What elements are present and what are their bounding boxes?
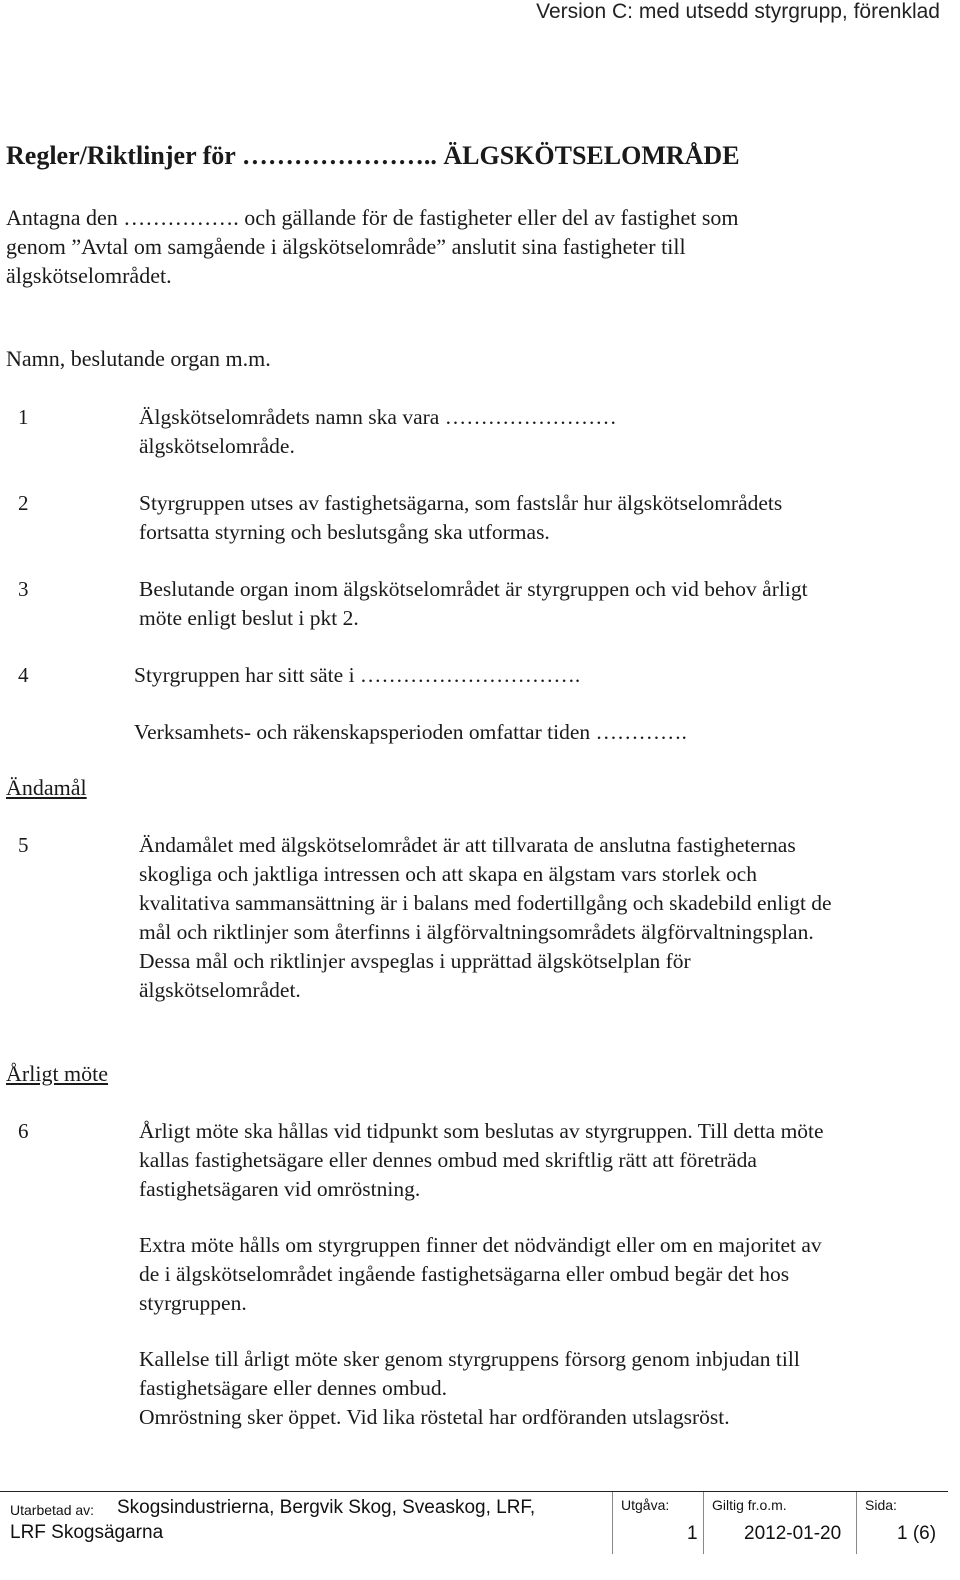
item-2-line-2: fortsatta styrning och beslutsgång ska utformas. — [139, 520, 550, 544]
footer-prepared-cell — [0, 1492, 612, 1554]
document-version-header: Version C: med utsedd styrgrupp, förenklad — [536, 0, 940, 23]
item-3-line-1: Beslutande organ inom älgskötselområdet är styrgruppen och vid behov årligt — [139, 577, 808, 601]
item-number-2: 2 — [18, 491, 29, 515]
item-6-p3-line-2: fastighetsägare eller dennes ombud. — [139, 1376, 448, 1400]
intro-line-2: genom ”Avtal om samgående i älgskötselområde” anslutit sina fastigheter till — [6, 234, 686, 259]
item-text-2 — [139, 489, 954, 547]
item-6-p3-line-1: Kallelse till årligt möte sker genom styrgruppens försorg genom inbjudan till — [139, 1347, 800, 1371]
item-text-1 — [139, 403, 954, 461]
footer-edition-cell — [613, 1492, 703, 1554]
item-text-3 — [139, 575, 954, 633]
footer-edition-value: 1 — [687, 1523, 698, 1544]
intro-line-1: Antagna den ……………. och gällande för de fastigheter eller del av fastighet som — [6, 205, 739, 230]
item-6-paragraph-3 — [139, 1345, 954, 1432]
footer-page-cell — [857, 1492, 948, 1554]
document-footer — [0, 1491, 948, 1554]
item-6-paragraph-1 — [139, 1117, 954, 1204]
item-6-p3-line-3: Omröstning sker öppet. Vid lika röstetal har ordföranden utslagsröst. — [139, 1405, 730, 1429]
item-6-p1-line-1: Årligt möte ska hållas vid tidpunkt som beslutas av styrgruppen. Till detta möte — [139, 1119, 824, 1143]
item-5-line-6: älgskötselområdet. — [139, 978, 301, 1002]
intro-line-3: älgskötselområdet. — [6, 263, 172, 288]
item-number-6: 6 — [18, 1119, 29, 1143]
item-number-5: 5 — [18, 833, 29, 857]
footer-page-value: 1 (6) — [897, 1523, 937, 1544]
footer-valid-label: Giltig fr.o.m. — [712, 1497, 787, 1513]
item-6-p2-line-3: styrgruppen. — [139, 1291, 247, 1315]
document-title: Regler/Riktlinjer för ………………….. ÄLGSKÖTSELOMRÅDE — [6, 141, 740, 170]
item-text-4-line-2: Verksamhets- och räkenskapsperioden omfattar tiden …………. — [134, 720, 687, 744]
item-6-p2-line-2: de i älgskötselområdet ingående fastighetsägarna eller ombud begär det hos — [139, 1262, 790, 1286]
footer-page-label: Sida: — [865, 1497, 897, 1513]
footer-edition-label: Utgåva: — [621, 1497, 670, 1513]
footer-valid-cell — [704, 1492, 856, 1554]
item-5-line-4: mål och riktlinjer som återfinns i älgförvaltningsområdets älgförvaltningsplan. — [139, 920, 814, 944]
footer-valid-value: 2012-01-20 — [744, 1523, 842, 1544]
item-3-line-2: möte enligt beslut i pkt 2. — [139, 606, 359, 630]
section-heading-meeting: Årligt möte — [6, 1061, 109, 1086]
footer-prepared-value-1: Skogsindustrierna, Bergvik Skog, Sveaskog, LRF, — [117, 1497, 536, 1518]
item-5-line-1: Ändamålet med älgskötselområdet är att tillvarata de anslutna fastigheternas — [139, 833, 796, 857]
item-5-line-2: skogliga och jaktliga intressen och att skapa en älgstam vars storlek och — [139, 862, 757, 886]
section-heading-name: Namn, beslutande organ m.m. — [6, 346, 271, 371]
section-heading-purpose: Ändamål — [6, 775, 87, 800]
item-6-p2-line-1: Extra möte hålls om styrgruppen finner det nödvändigt eller om en majoritet av — [139, 1233, 822, 1257]
item-text-5 — [139, 831, 954, 1005]
item-6-paragraph-2 — [139, 1231, 954, 1318]
footer-prepared-label: Utarbetad av: — [10, 1502, 95, 1518]
intro-paragraph — [6, 203, 936, 290]
item-number-1: 1 — [18, 405, 29, 429]
item-1-line-1: Älgskötselområdets namn ska vara …………………… — [139, 405, 617, 429]
item-5-line-3: kvalitativa sammansättning är i balans med fodertillgång och skadebild enligt de — [139, 891, 832, 915]
footer-prepared-value-2: LRF Skogsägarna — [10, 1522, 164, 1543]
item-2-line-1: Styrgruppen utses av fastighetsägarna, som fastslår hur älgskötselområdets — [139, 491, 783, 515]
item-5-line-5: Dessa mål och riktlinjer avspeglas i upprättad älgskötselplan för — [139, 949, 691, 973]
item-number-3: 3 — [18, 577, 29, 601]
item-6-p1-line-2: kallas fastighetsägare eller dennes ombud med skriftlig rätt att företräda — [139, 1148, 757, 1172]
item-number-4: 4 — [18, 663, 29, 687]
item-6-p1-line-3: fastighetsägaren vid omröstning. — [139, 1177, 421, 1201]
item-1-line-2: älgskötselområde. — [139, 434, 295, 458]
item-text-4-line-1: Styrgruppen har sitt säte i …………………………. — [134, 663, 581, 687]
